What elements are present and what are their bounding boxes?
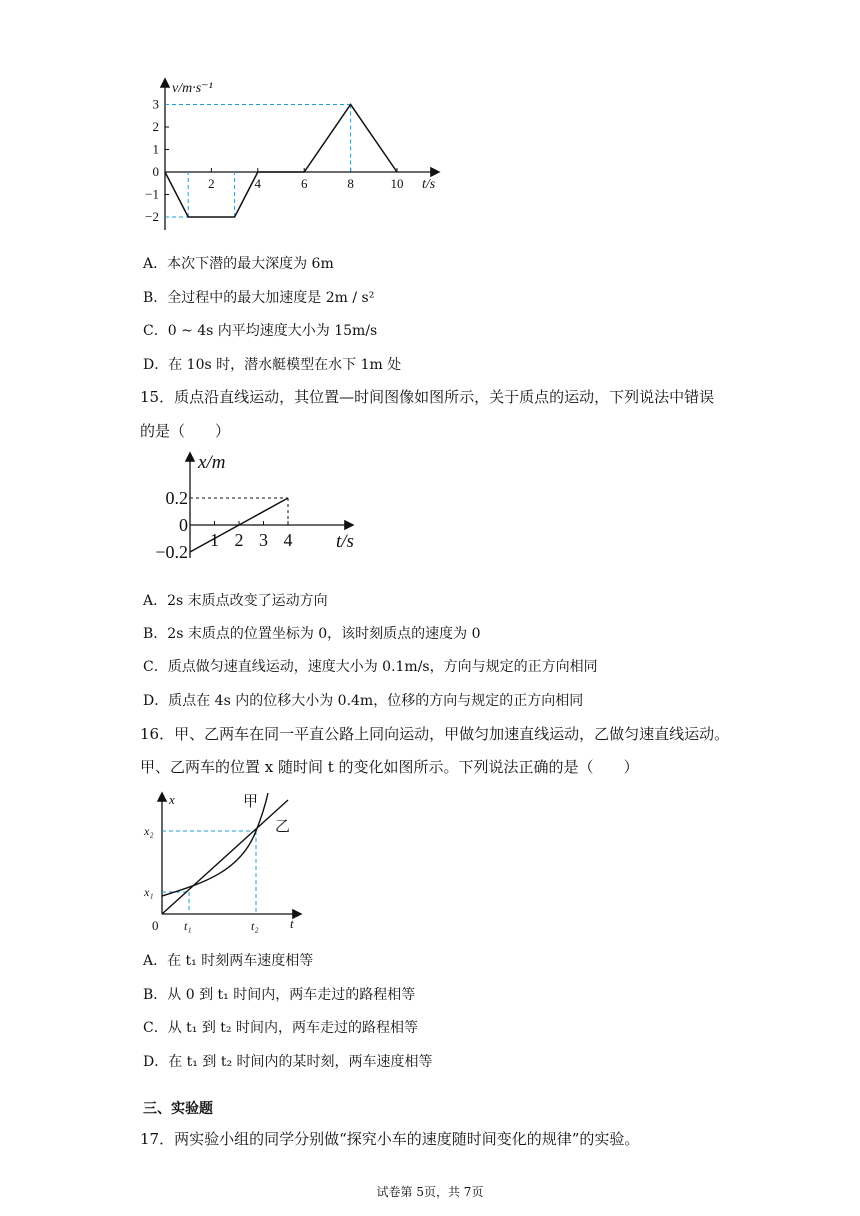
y-axis-label: x bbox=[169, 792, 175, 807]
y-tick-label: 0.2 bbox=[165, 488, 188, 508]
y-tick-label: 0 bbox=[152, 164, 159, 179]
x-tick-label: 4 bbox=[254, 176, 262, 191]
x-axis-label: t/s bbox=[422, 177, 436, 192]
x-tick-t1: t₁ bbox=[184, 919, 192, 933]
car-yi-line bbox=[162, 800, 291, 914]
q16-option-b[interactable]: B．从 0 到 t₁ 时间内，两车走过的路程相等 bbox=[143, 987, 416, 1003]
y-tick-label: −2 bbox=[145, 209, 159, 224]
q14-option-b[interactable]: B．全过程中的最大加速度是 2m / s² bbox=[143, 290, 375, 306]
x-tick-label: 10 bbox=[390, 176, 404, 191]
q17-stem: 17．两实验小组的同学分别做“探究小车的速度随时间变化的规律”的实验。 bbox=[140, 1130, 640, 1148]
x-tick-label: 1 bbox=[210, 530, 219, 550]
q16-option-a[interactable]: A．在 t₁ 时刻两车速度相等 bbox=[143, 953, 314, 969]
x-tick-label: 4 bbox=[283, 530, 293, 550]
x-tick-label: 8 bbox=[347, 176, 354, 191]
x-tick-label: 3 bbox=[259, 530, 268, 550]
vt-graph bbox=[140, 70, 460, 240]
q15-option-c[interactable]: C．质点做匀速直线运动，速度大小为 0.1m/s，方向与规定的正方向相同 bbox=[143, 659, 598, 675]
x-axis-label: t/s bbox=[336, 531, 354, 552]
x-tick-label: 2 bbox=[234, 530, 244, 550]
car-xt-graph bbox=[140, 788, 310, 938]
q16-option-c[interactable]: C．从 t₁ 到 t₂ 时间内，两车走过的路程相等 bbox=[143, 1020, 418, 1036]
q16-option-d[interactable]: D．在 t₁ 到 t₂ 时间内的某时刻，两车速度相等 bbox=[143, 1054, 433, 1070]
y-tick-label: 3 bbox=[152, 96, 159, 112]
q16-stem-2: 甲、乙两车的位置 x 随时间 t 的变化如图所示。下列说法正确的是（ ） bbox=[140, 758, 639, 776]
x-tick-t2: t₂ bbox=[251, 919, 259, 933]
q14-option-d[interactable]: D．在 10s 时，潜水艇模型在水下 1m 处 bbox=[143, 357, 402, 373]
y-axis-label: x/m bbox=[198, 452, 226, 473]
q15-stem-1: 15．质点沿直线运动，其位置—时间图像如图所示，关于质点的运动，下列说法中错误 bbox=[140, 388, 715, 406]
q14-option-a[interactable]: A．本次下潜的最大深度为 6m bbox=[143, 256, 334, 272]
q15-option-b[interactable]: B．2s 末质点的位置坐标为 0，该时刻质点的速度为 0 bbox=[143, 626, 481, 642]
y-tick-label: −0.2 bbox=[155, 542, 188, 562]
y-tick-label: 2 bbox=[152, 119, 159, 134]
y-tick-label: 1 bbox=[152, 141, 159, 157]
x-tick-label: 2 bbox=[208, 176, 215, 191]
q16-stem-1: 16．甲、乙两车在同一平直公路上同向运动，甲做匀加速直线运动，乙做匀速直线运动。 bbox=[140, 725, 730, 743]
x-axis-label: t bbox=[290, 916, 294, 931]
y-tick-label: −1 bbox=[145, 186, 159, 202]
series-label-jia: 甲 bbox=[243, 794, 259, 810]
velocity-line bbox=[165, 105, 397, 218]
y-tick-x1: x₁ bbox=[144, 885, 154, 899]
page-footer: 试卷第 5页，共 7页 bbox=[376, 1185, 484, 1199]
q15-option-a[interactable]: A．2s 末质点改变了运动方向 bbox=[143, 593, 328, 609]
y-axis-label: v/m·s⁻¹ bbox=[172, 81, 213, 96]
q14-option-c[interactable]: C．0 ~ 4s 内平均速度大小为 15m/s bbox=[143, 323, 378, 339]
origin-label: 0 bbox=[152, 918, 159, 933]
y-tick-x2: x₂ bbox=[144, 824, 154, 838]
y-tick-label: 0 bbox=[179, 515, 188, 535]
section-title: 三、实验题 bbox=[143, 1101, 213, 1117]
xt-graph bbox=[140, 448, 380, 573]
x-tick-label: 6 bbox=[300, 176, 308, 191]
series-label-yi: 乙 bbox=[275, 819, 291, 835]
q15-option-d[interactable]: D．质点在 4s 内的位移大小为 0.4m，位移的方向与规定的正方向相同 bbox=[143, 693, 584, 709]
q15-stem-2: 的是（ ） bbox=[140, 422, 231, 440]
